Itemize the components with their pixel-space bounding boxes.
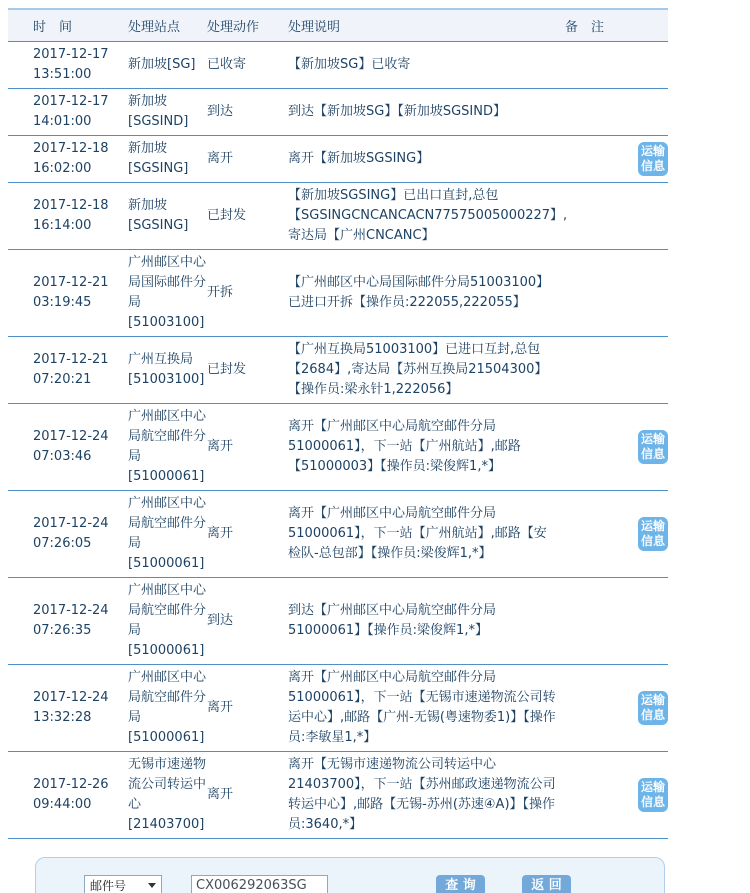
action-cell: 离开: [207, 665, 288, 752]
tracking-number-input[interactable]: [191, 875, 328, 893]
station-cell: 广州邮区中心局航空邮件分局[51000061]: [128, 404, 207, 491]
query-panel: [35, 857, 665, 893]
remark-cell: [565, 752, 668, 839]
action-cell: 已收寄: [207, 42, 288, 89]
header-time: 时 间: [8, 9, 128, 42]
table-row: [8, 665, 668, 752]
station-cell: 广州邮区中心局航空邮件分局[51000061]: [128, 665, 207, 752]
remark-cell: [565, 136, 668, 183]
action-cell: 到达: [207, 578, 288, 665]
action-cell: 到达: [207, 89, 288, 136]
description-cell: 离开【广州邮区中心局航空邮件分局51000061】，下一站【无锡市速递物流公司转运中心】,邮路【广州-无锡(粤速物委1)】【操作员:李敏星1,*】: [288, 665, 565, 752]
remark-cell: [565, 665, 668, 752]
tracking-table: [8, 8, 668, 839]
transport-info-badge[interactable]: 运输信息: [638, 517, 668, 551]
description-cell: 离开【无锡市速递物流公司转运中心21403700】，下一站【苏州邮政速递物流公司转运中心】,邮路【无锡-苏州(苏速④A)】【操作员:3640,*】: [288, 752, 565, 839]
time-cell: 2017-12-17 13:51:00: [8, 42, 128, 89]
remark-cell: [565, 491, 668, 578]
description-cell: 到达【广州邮区中心局航空邮件分局51000061】【操作员:梁俊辉1,*】: [288, 578, 565, 665]
table-row: [8, 404, 668, 491]
description-cell: 【广州邮区中心局国际邮件分局51003100】已进口开拆【操作员:222055,222055】: [288, 250, 565, 337]
station-cell: 广州邮区中心局航空邮件分局[51000061]: [128, 491, 207, 578]
tracking-table-body: [8, 42, 668, 839]
transport-info-badge[interactable]: 运输信息: [638, 778, 668, 812]
action-cell: 离开: [207, 136, 288, 183]
table-row: [8, 42, 668, 89]
action-cell: 离开: [207, 491, 288, 578]
mail-type-select-value: 邮件号: [90, 879, 127, 893]
action-cell: 开拆: [207, 250, 288, 337]
description-cell: 离开【新加坡SGSING】: [288, 136, 565, 183]
query-button[interactable]: 查 询: [436, 875, 485, 893]
header-station: 处理站点: [128, 9, 207, 42]
action-cell: 已封发: [207, 183, 288, 250]
table-header-row: [8, 9, 668, 42]
header-remark: 备 注: [565, 9, 668, 42]
action-cell: 离开: [207, 752, 288, 839]
time-cell: 2017-12-18 16:02:00: [8, 136, 128, 183]
station-cell: 新加坡[SGSIND]: [128, 89, 207, 136]
remark-cell: [565, 183, 668, 250]
table-row: [8, 89, 668, 136]
time-cell: 2017-12-24 07:26:05: [8, 491, 128, 578]
remark-cell: [565, 89, 668, 136]
description-cell: 【新加坡SG】已收寄: [288, 42, 565, 89]
table-row: [8, 250, 668, 337]
mail-type-select[interactable]: [84, 875, 162, 893]
back-button[interactable]: 返 回: [522, 875, 571, 893]
time-cell: 2017-12-24 13:32:28: [8, 665, 128, 752]
transport-info-badge[interactable]: 运输信息: [638, 142, 668, 176]
station-cell: 广州邮区中心局国际邮件分局[51003100]: [128, 250, 207, 337]
description-cell: 离开【广州邮区中心局航空邮件分局51000061】，下一站【广州航站】,邮路【安检队-总包部】【操作员:梁俊辉1,*】: [288, 491, 565, 578]
time-cell: 2017-12-18 16:14:00: [8, 183, 128, 250]
remark-cell: [565, 404, 668, 491]
description-cell: 【广州互换局51003100】已进口互封,总包【2684】,寄达局【苏州互换局21504300】【操作员:梁永针1,222056】: [288, 337, 565, 404]
time-cell: 2017-12-17 14:01:00: [8, 89, 128, 136]
table-row: [8, 136, 668, 183]
station-cell: 无锡市速递物流公司转运中心[21403700]: [128, 752, 207, 839]
time-cell: 2017-12-24 07:03:46: [8, 404, 128, 491]
table-header: [8, 9, 668, 42]
remark-cell: [565, 250, 668, 337]
action-cell: 离开: [207, 404, 288, 491]
action-cell: 已封发: [207, 337, 288, 404]
header-action: 处理动作: [207, 9, 288, 42]
table-row: [8, 491, 668, 578]
table-row: [8, 183, 668, 250]
transport-info-badge[interactable]: 运输信息: [638, 430, 668, 464]
station-cell: 广州邮区中心局航空邮件分局[51000061]: [128, 578, 207, 665]
description-cell: 【新加坡SGSING】已出口直封,总包【SGSINGCNCANCACN77575005000227】, 寄达局【广州CNCANC】: [288, 183, 565, 250]
time-cell: 2017-12-21 07:20:21: [8, 337, 128, 404]
time-cell: 2017-12-24 07:26:35: [8, 578, 128, 665]
dropdown-arrow-icon: [148, 883, 156, 888]
time-cell: 2017-12-21 03:19:45: [8, 250, 128, 337]
description-cell: 到达【新加坡SG】【新加坡SGSIND】: [288, 89, 565, 136]
header-description: 处理说明: [288, 9, 565, 42]
description-cell: 离开【广州邮区中心局航空邮件分局51000061】，下一站【广州航站】,邮路【51000003】【操作员:梁俊辉1,*】: [288, 404, 565, 491]
station-cell: 新加坡[SG]: [128, 42, 207, 89]
transport-info-badge[interactable]: 运输信息: [638, 691, 668, 725]
time-cell: 2017-12-26 09:44:00: [8, 752, 128, 839]
remark-cell: [565, 578, 668, 665]
station-cell: 新加坡[SGSING]: [128, 136, 207, 183]
table-row: [8, 578, 668, 665]
remark-cell: [565, 42, 668, 89]
table-row: [8, 337, 668, 404]
station-cell: 新加坡[SGSING]: [128, 183, 207, 250]
station-cell: 广州互换局[51003100]: [128, 337, 207, 404]
remark-cell: [565, 337, 668, 404]
table-row: [8, 752, 668, 839]
